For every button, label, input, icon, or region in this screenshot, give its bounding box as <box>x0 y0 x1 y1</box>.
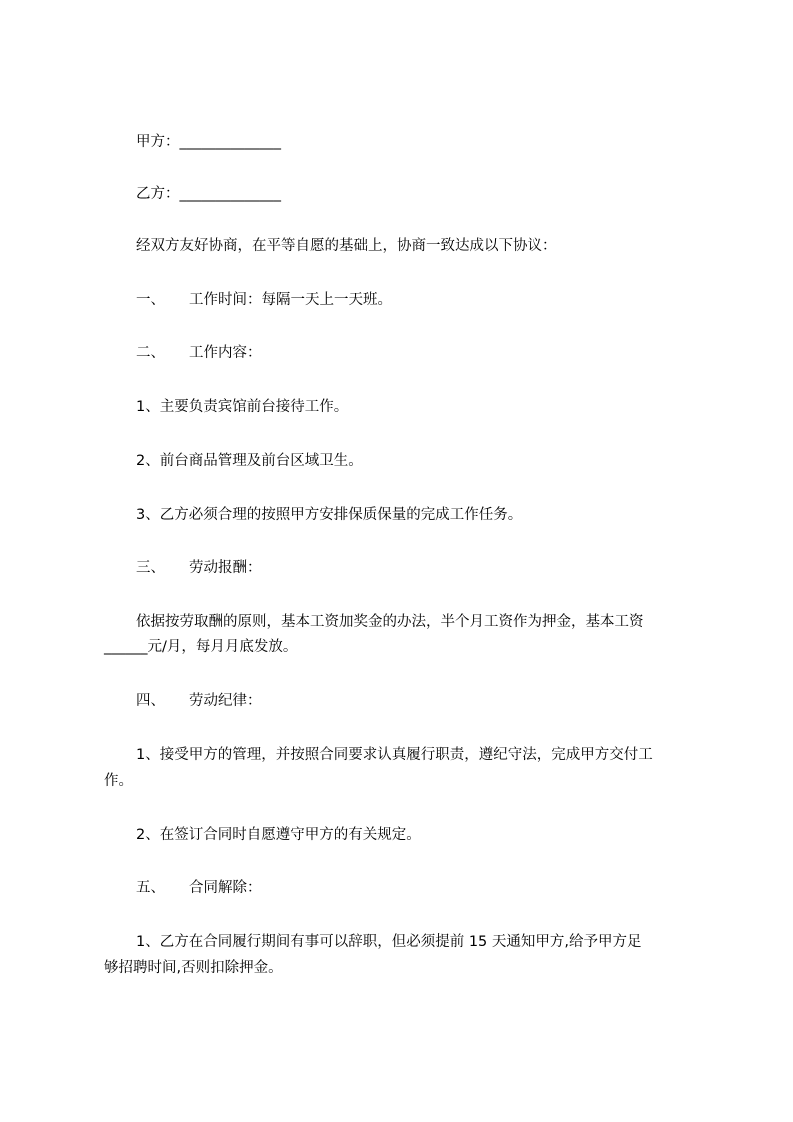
section-4-item-2: 2、在签订合同时自愿遵守甲方的有关规定。 <box>136 827 421 843</box>
section-4-number: 四、 <box>136 693 165 709</box>
section-4-heading <box>136 691 262 711</box>
party-a-label: 甲方： <box>136 134 180 150</box>
section-5-heading <box>136 878 262 898</box>
section-1-text: 工作时间：每隔一天上一天班。 <box>189 292 392 308</box>
section-2-item-2: 2、前台商品管理及前台区域卫生。 <box>136 453 363 469</box>
section-2-item-3: 3、乙方必须合理的按照甲方安排保质保量的完成工作任务。 <box>136 507 523 523</box>
section-5-item-1-line-1: 1、乙方在合同履行期间有事可以辞职，但必须提前 15 天通知甲方,给予甲方足 <box>136 934 642 950</box>
party-b-label: 乙方： <box>136 186 180 202</box>
section-4-title: 劳动纪律： <box>189 693 262 709</box>
section-3-number: 三、 <box>136 560 165 576</box>
section-2-number: 二、 <box>136 345 165 361</box>
section-4-item-1-line-2: 作。 <box>104 773 133 789</box>
section-3-heading <box>136 558 262 578</box>
section-1-number: 一、 <box>136 292 165 308</box>
section-5-item-1-line-2: 够招聘时间,否则扣除押金。 <box>104 960 283 976</box>
party-b-line <box>136 184 281 204</box>
section-2-item-1: 1、主要负责宾馆前台接待工作。 <box>136 399 349 415</box>
party-a-blank: ______________ <box>179 134 281 150</box>
section-2-title: 工作内容： <box>189 345 262 361</box>
section-3-paragraph-line-2: ______元/月，每月月底发放。 <box>104 639 298 655</box>
section-4-item-1-line-1: 1、接受甲方的管理，并按照合同要求认真履行职责，遵纪守法，完成甲方交付工 <box>136 747 653 763</box>
section-3-paragraph-line-1: 依据按劳取酬的原则，基本工资加奖金的办法，半个月工资作为押金，基本工资 <box>136 614 644 630</box>
section-5-number: 五、 <box>136 880 165 896</box>
section-5-title: 合同解除： <box>189 880 262 896</box>
section-3-title: 劳动报酬： <box>189 560 262 576</box>
party-b-blank: ______________ <box>179 186 281 202</box>
intro-paragraph: 经双方友好协商，在平等自愿的基础上，协商一致达成以下协议： <box>136 238 557 254</box>
section-2-heading <box>136 343 262 363</box>
party-a-line <box>136 132 281 152</box>
section-1-heading <box>136 290 392 310</box>
